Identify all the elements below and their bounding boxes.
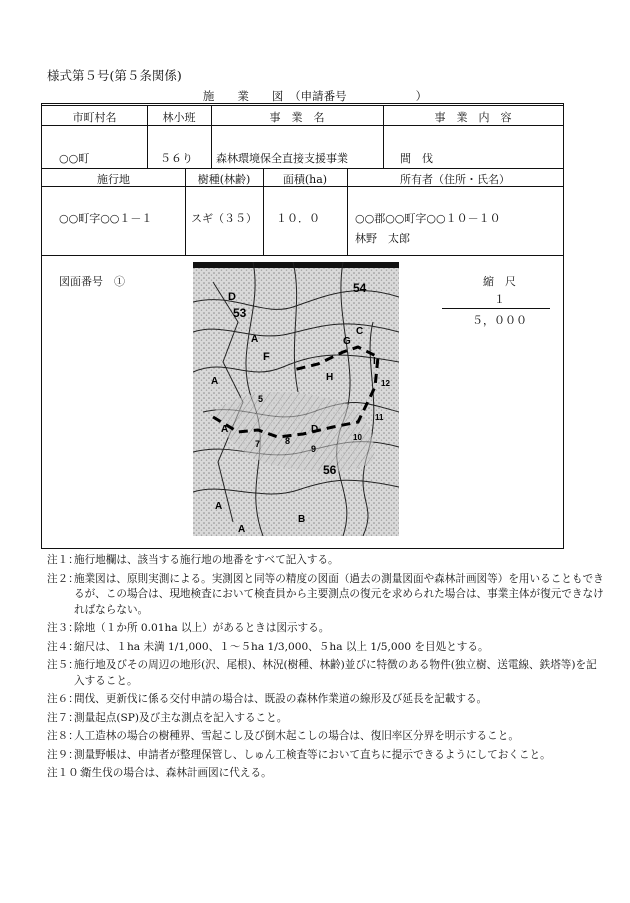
header-owner: 所有者（住所・氏名） <box>400 173 510 186</box>
header-species-age: 樹種(林齢) <box>197 173 251 186</box>
form-id: 様式第５号(第５条関係) <box>47 68 182 83</box>
value-owner-address: ○○郡○○町字○○１０－１０ <box>355 212 501 225</box>
row-divider <box>42 125 563 126</box>
svg-text:G: G <box>343 336 351 347</box>
svg-text:B: B <box>298 514 306 525</box>
header-project-content: 事 業 内 容 <box>434 111 512 124</box>
header-site: 施行地 <box>97 173 130 186</box>
note-item: 注１０： 衛生伐の場合は、森林計画図に代える。 <box>47 767 272 779</box>
doc-title: 施 業 図 （申請番号 ） <box>202 89 428 103</box>
header-subcompartment: 林小班 <box>162 111 196 124</box>
svg-text:A: A <box>211 376 219 387</box>
map-top-border <box>193 262 399 268</box>
note-item: 注３： 除地（１か所 0.01ha 以上）があるときは図示する。 <box>47 622 330 634</box>
svg-text:A: A <box>251 334 259 345</box>
value-municipality: ○○町 <box>59 152 90 165</box>
svg-text:56: 56 <box>323 463 337 477</box>
svg-text:53: 53 <box>233 306 247 320</box>
svg-text:C: C <box>356 326 364 337</box>
value-species-age: スギ（３５） <box>191 212 257 225</box>
scale-numerator: １ <box>494 293 505 306</box>
value-project-name: 森林環境保全直接支援事業 <box>216 152 348 165</box>
header-municipality: 市町村名 <box>72 111 117 124</box>
value-area: １０．０ <box>276 212 320 225</box>
value-project-content: 間 伐 <box>400 152 433 165</box>
value-site: ○○町字○○１－１ <box>59 212 153 225</box>
note-item: 注８： 人工造林の場合の樹種界、雪起こし及び倒木起こしの場合は、復旧率区分界を明示すること。 <box>47 730 519 742</box>
svg-text:5: 5 <box>258 394 264 404</box>
notes-section <box>47 553 607 785</box>
note-item: 注６： 間伐、更新伐に係る交付申請の場合は、既設の森林作業道の線形及び延長を記載する。 <box>47 693 488 705</box>
svg-text:12: 12 <box>381 379 390 388</box>
row-divider <box>42 168 563 169</box>
svg-text:A: A <box>221 424 229 435</box>
svg-text:11: 11 <box>375 413 384 422</box>
scale-fraction-bar <box>442 308 550 309</box>
note-item: 注４： 縮尺は、１ha 未満 1/1,000、１～５ha 1/3,000、５ha 以上 1/5,000 を目処とする。 <box>47 640 489 653</box>
svg-text:9: 9 <box>311 444 317 454</box>
forest-work-map <box>193 262 399 536</box>
svg-text:10: 10 <box>353 433 362 442</box>
note-item: 注５： 施行地及びその周辺の地形(沢、尾根)、林況(樹種、林齢)並びに特徴のある物件(独立樹、送電線、鉄塔等)を記入すること。 <box>47 659 597 687</box>
scale-label: 縮 尺 <box>483 275 516 288</box>
scale-denominator: ５，０００ <box>472 314 527 327</box>
note-item: 注９： 測量野帳は、申請者が整理保管し、しゅん工検査等において直ちに提示できるようにしておくこと。 <box>47 748 551 761</box>
header-project-name: 事 業 名 <box>269 111 325 124</box>
svg-text:8: 8 <box>285 436 291 446</box>
note-item: 注２： 施業図は、原則実測による。実測図と同等の精度の図面（過去の測量図面や森林計画図等）を用いることもできるが、この場合は、現地検査において検査員から主要測点の復元を求められた場合は、事業主体が復元できなければならない。 <box>47 572 604 616</box>
header-area: 面積(ha) <box>282 173 328 186</box>
svg-text:D: D <box>228 291 236 303</box>
svg-text:54: 54 <box>353 281 367 295</box>
row-divider <box>42 255 563 256</box>
svg-text:7: 7 <box>255 439 261 449</box>
svg-text:D: D <box>311 424 319 435</box>
value-owner-name: 林野 太郎 <box>355 232 410 245</box>
svg-text:A: A <box>215 501 223 512</box>
svg-text:F: F <box>263 351 270 363</box>
note-item: 注１： 施行地欄は、該当する施行地の地番をすべて記入する。 <box>47 554 339 566</box>
value-subcompartment: ５６り <box>160 152 193 165</box>
svg-text:A: A <box>238 524 246 535</box>
map-number-label: 図面番号 ① <box>59 275 125 288</box>
row-divider <box>42 105 563 106</box>
svg-text:I: I <box>373 356 376 367</box>
note-item: 注７： 測量起点(SP)及び主な測点を記入すること。 <box>47 711 288 724</box>
svg-text:H: H <box>326 372 334 383</box>
